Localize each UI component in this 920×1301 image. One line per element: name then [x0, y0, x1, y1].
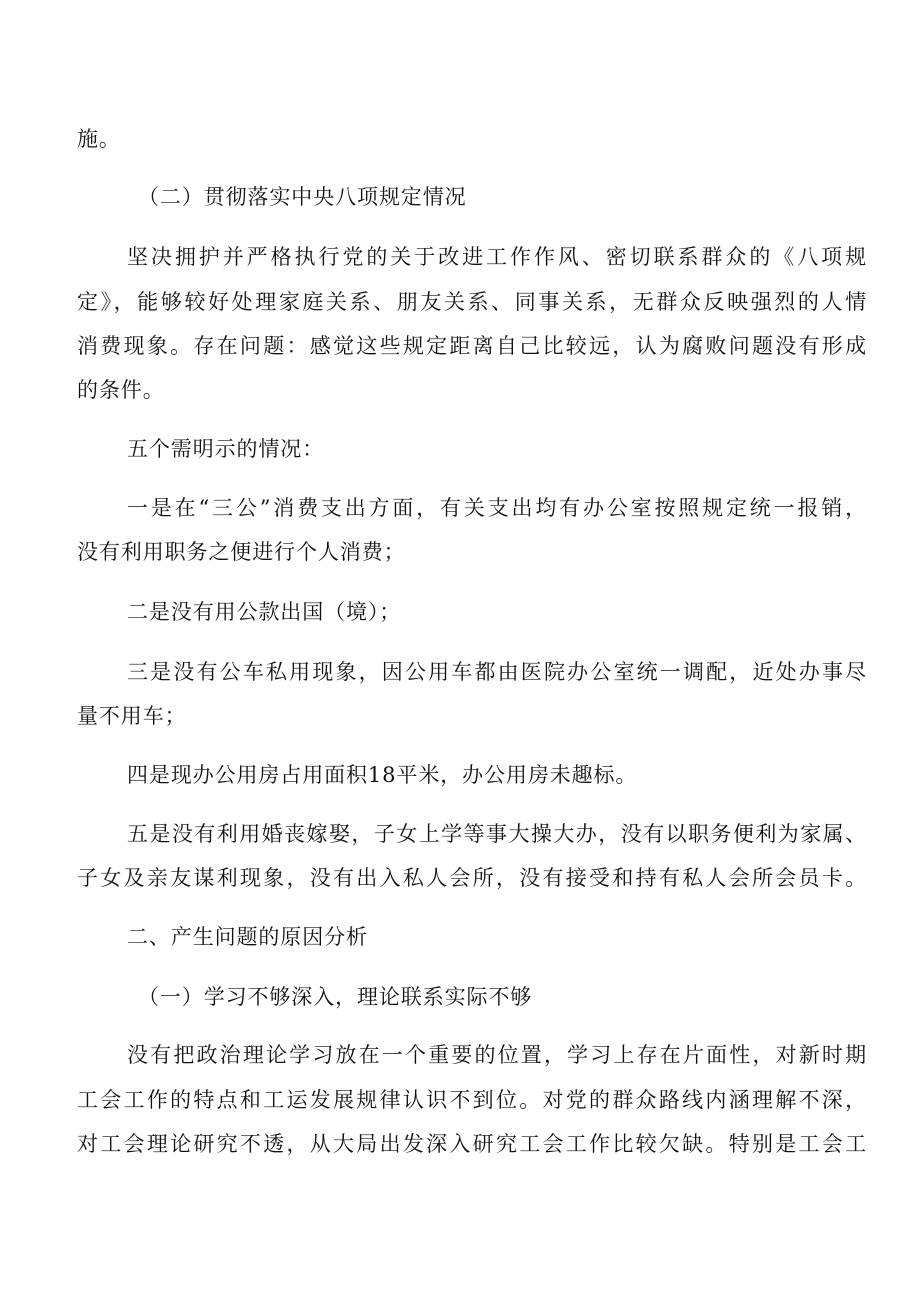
paragraph-line: 四是现办公用房占用面积18平米，办公用房未趣标。 [127, 763, 638, 787]
paragraph-line: 没有把政治理论学习放在一个重要的位置，学习上存在片面性，对新时期 [127, 1043, 867, 1067]
paragraph-line: 消费现象。存在问题：感觉这些规定距离自己比较远，认为腐败问题没有形成 [77, 334, 867, 358]
section-heading: （二）贯彻落实中央八项规定情况 [138, 185, 467, 209]
paragraph-line: 工会工作的特点和工运发展规律认识不到位。对党的群众路线内涵理解不深， [77, 1088, 867, 1112]
paragraph-line: 三是没有公车私用现象，因公用车都由医院办公室统一调配，近处办事尽 [127, 660, 867, 684]
paragraph-line: 施。 [77, 127, 121, 151]
paragraph-line: 坚决拥护并严格执行党的关于改进工作作风、密切联系群众的《八项规 [127, 245, 867, 269]
paragraph-line: 一是在“三公”消费支出方面，有关支出均有办公室按照规定统一报销， [127, 496, 867, 520]
paragraph-line: 子女及亲友谋利现象，没有出入私人会所，没有接受和持有私人会所会员卡。 [77, 866, 867, 890]
paragraph-line: 没有利用职务之便进行个人消费； [77, 540, 406, 564]
paragraph-line: 二是没有用公款出国（境）； [127, 600, 402, 624]
paragraph-line: 对工会理论研究不透，从大局出发深入研究工会工作比较欠缺。特别是工会工 [77, 1132, 867, 1156]
section-heading: 二、产生问题的原因分析 [127, 925, 368, 949]
paragraph-line: 定》，能够较好处理家庭关系、朋友关系、同事关系，无群众反映强烈的人情 [77, 290, 867, 314]
section-heading: （一）学习不够深入，理论联系实际不够 [138, 985, 533, 1009]
paragraph-line: 五个需明示的情况： [127, 437, 325, 461]
paragraph-line: 的条件。 [77, 378, 165, 402]
paragraph-line: 五是没有利用婚丧嫁娶，子女上学等事大操大办，没有以职务便利为家属、 [127, 822, 867, 846]
paragraph-line: 量不用车； [77, 704, 187, 728]
